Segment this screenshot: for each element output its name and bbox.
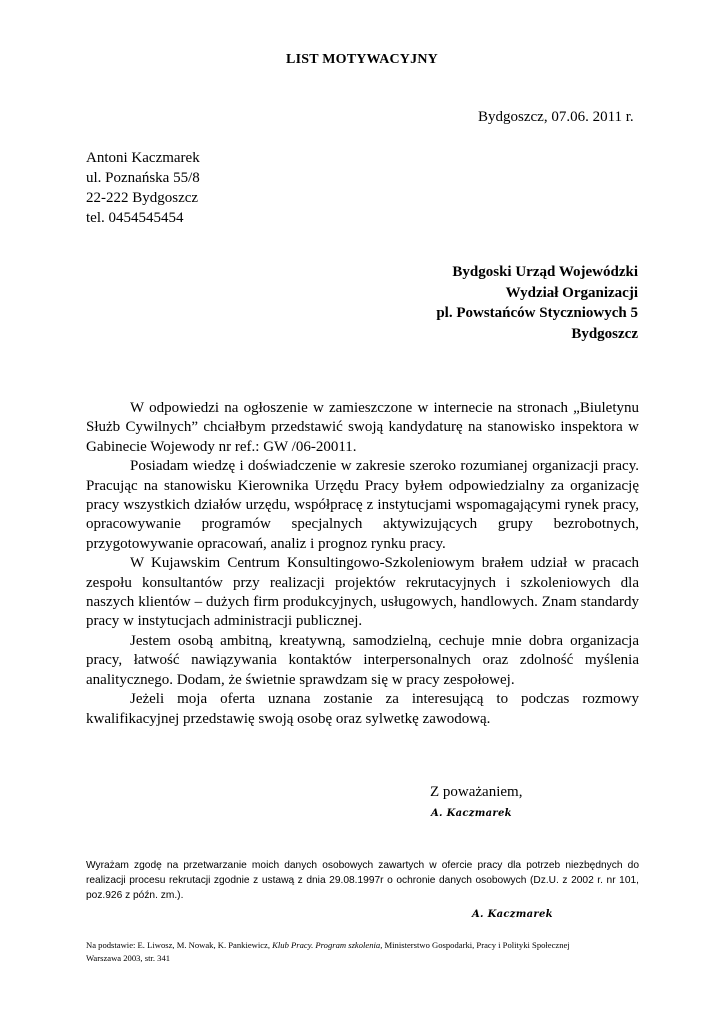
recipient-line-1: Bydgoski Urząd Wojewódzki bbox=[452, 264, 638, 280]
body-paragraph-3: W Kujawskim Centrum Konsultingowo-Szkoleniowym brałem udział w pracach zespołu konsultantów przy realizacji projektów rekrutacyjnych i szkoleniowych dla naszych klientów – dużych firm produkcyjnych, usługowych, handlowych. Znam standardy pracy w instytucjach administracji publicznej. bbox=[86, 555, 639, 630]
source-authors: Na podstawie: E. Liwosz, M. Nowak, K. Pankiewicz, bbox=[86, 940, 273, 950]
sender-address bbox=[86, 148, 200, 228]
closing-salutation: Z poważaniem, bbox=[430, 784, 523, 800]
document-title: LIST MOTYWACYJNY bbox=[286, 52, 438, 67]
recipient-line-4: Bydgoszcz bbox=[571, 325, 638, 342]
body-paragraph-2: Posiadam wiedzę i doświadczenie w zakresie szeroko rozumianej organizacji pracy. Pracując na stanowisku Kierownika Urzędu Pracy byłem odpowiedzialny za organizację pracy wszystkich działów urzędu, współpracę z instytucjami wspomagającymi rynek pracy, opracowywanie programów specjalnych aktywizujących grupy bezrobotnych, przygotowywanie opracowań, analiz i prognoz rynku pracy. bbox=[86, 458, 639, 552]
body-paragraph-1: W odpowiedzi na ogłoszenie w zamieszczone w internecie na stronach „Biuletynu Służb Cywilnych” chciałbym przedstawić swoją kandydaturę na stanowisko inspektora w Gabinecie Wojewody nr ref.: GW /06-20011. bbox=[86, 400, 639, 455]
body-paragraph-5: Jeżeli moja oferta uznana zostanie za interesującą to podczas rozmowy kwalifikacyjnej przedstawię swoją osobę oraz sylwetkę zawodową. bbox=[86, 691, 639, 727]
source-footnote bbox=[86, 939, 646, 964]
sender-city: 22-222 Bydgoszcz bbox=[86, 190, 199, 206]
sender-street: ul. Poznańska 55/8 bbox=[86, 170, 200, 186]
source-line-2: Warszawa 2003, str. 341 bbox=[86, 952, 171, 963]
date-line: Bydgoszcz, 07.06. 2011 r. bbox=[478, 109, 634, 125]
sender-name: Antoni Kaczmarek bbox=[86, 150, 200, 166]
source-book-title: Klub Pracy. Program szkolenia, bbox=[272, 940, 383, 950]
recipient-address bbox=[436, 262, 638, 344]
sender-phone: tel. 0454545454 bbox=[86, 210, 184, 226]
signature: A. Kaczmarek bbox=[431, 808, 512, 819]
source-publisher: Ministerstwo Gospodarki, Pracy i Polityki Społecznej bbox=[382, 940, 570, 950]
source-line-1 bbox=[86, 939, 646, 952]
body-paragraph-4: Jestem osobą ambitną, kreatywną, samodzielną, cechuje mnie dobra organizacja pracy, łatwość nawiązywania kontaktów interpersonalnych oraz zdolność myślenia analitycznego. Dodam, że świetnie sprawdzam się w pracy zespołowej. bbox=[86, 632, 639, 688]
recipient-line-3: pl. Powstańców Styczniowych 5 bbox=[436, 305, 638, 321]
consent-signature: A. Kaczmarek bbox=[472, 909, 553, 920]
recipient-line-2: Wydział Organizacji bbox=[505, 284, 638, 301]
data-consent-clause: Wyrażam zgodę na przetwarzanie moich danych osobowych zawartych w ofercie pracy dla potrzeb niezbędnych do realizacji procesu rekrutacji zgodnie z ustawą z dnia 29.08.1997r o ochronie danych osobowych (Dz.U. z 2002 r. nr 101, poz.926 z późn. zm.). bbox=[86, 860, 639, 901]
letter-body bbox=[86, 399, 639, 729]
